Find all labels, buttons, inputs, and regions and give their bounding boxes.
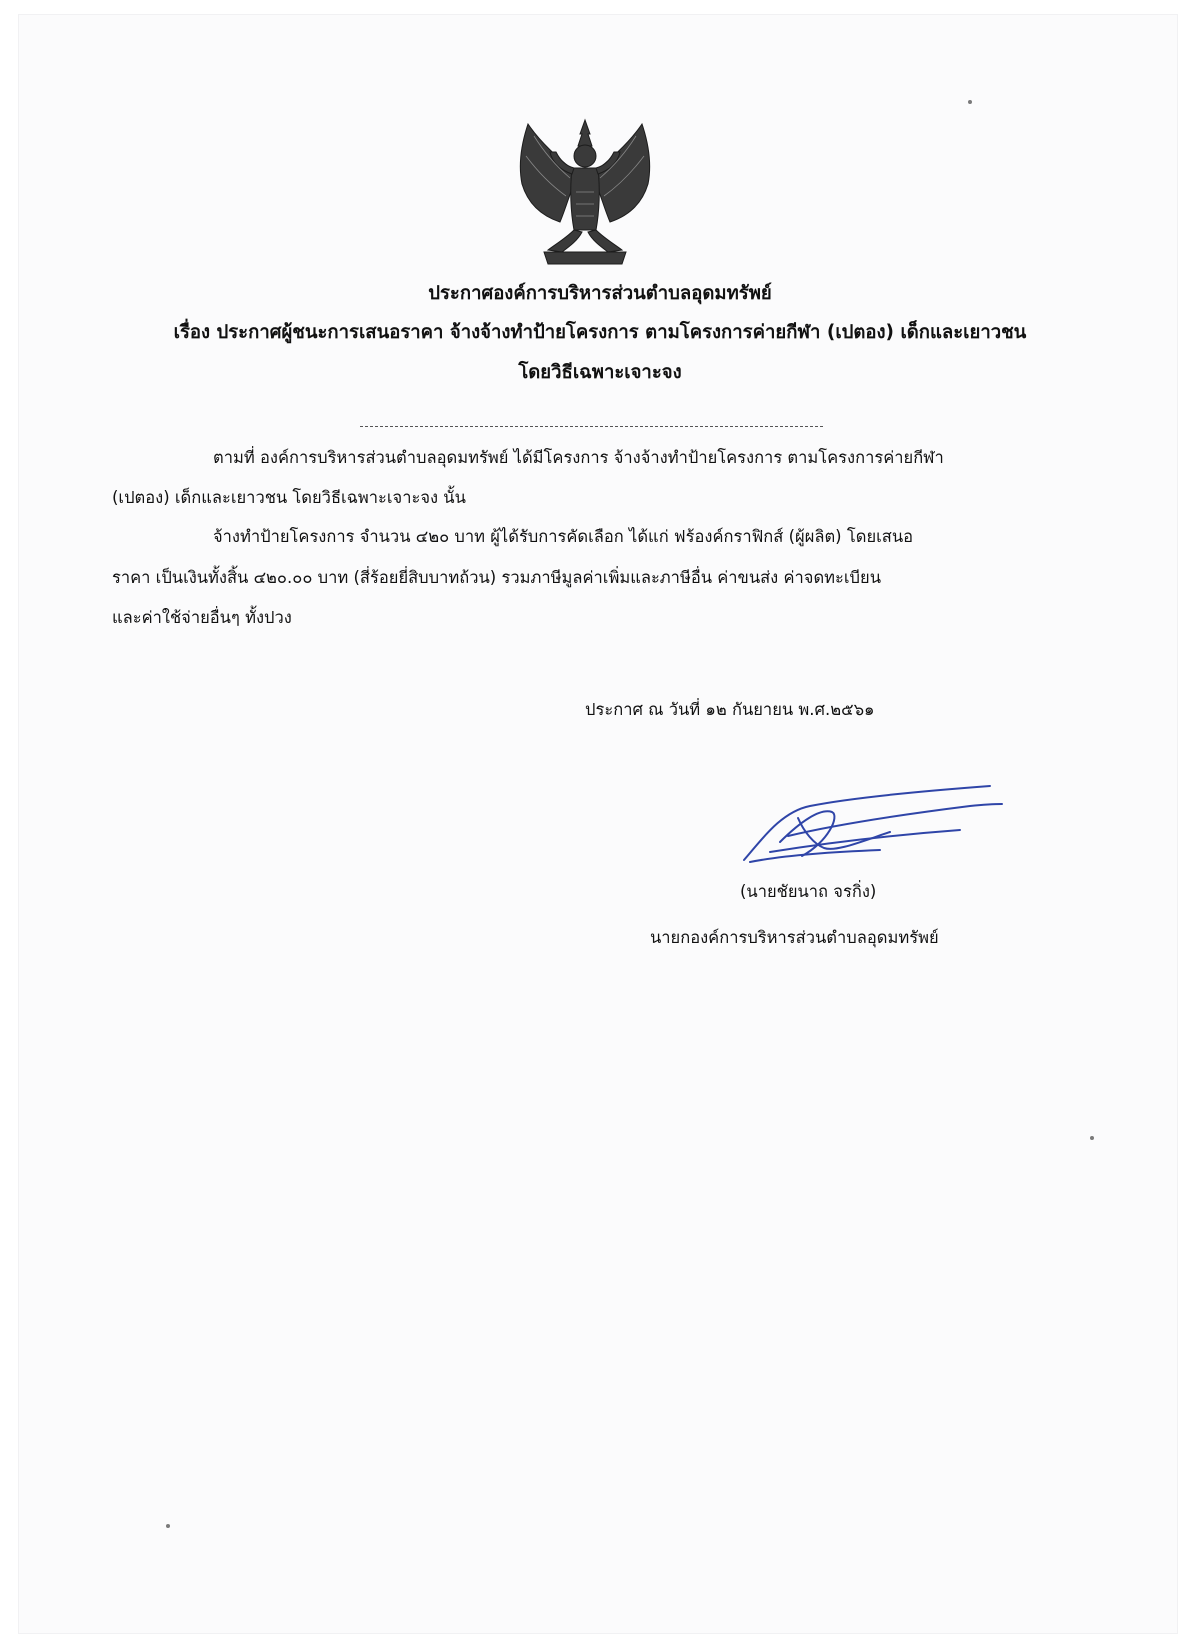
announcement-subject: เรื่อง ประกาศผู้ชนะการเสนอราคา จ้างจ้างทำป้ายโครงการ ตามโครงการค่ายกีฬา (เปตอง) เด็กและเยาวชน: [173, 322, 1027, 343]
paragraph-1-line-2: (เปตอง) เด็กและเยาวชน โดยวิธีเฉพาะเจาะจง นั้น: [112, 488, 466, 507]
signer-title: นายกองค์การบริหารส่วนตำบลอุดมทรัพย์: [650, 928, 939, 947]
header-separator: [360, 426, 823, 427]
paragraph-2-line-2: ราคา เป็นเงินทั้งสิ้น ๔๒๐.๐๐ บาท (สี่ร้อยยี่สิบบาทถ้วน) รวมภาษีมูลค่าเพิ่มและภาษีอื่น ค่าขนส่ง ค่าจดทะเบียน: [112, 568, 881, 587]
handwritten-signature: [740, 782, 1040, 892]
announcement-method: โดยวิธีเฉพาะเจาะจง: [518, 362, 682, 383]
announcement-title: ประกาศองค์การบริหารส่วนตำบลอุดมทรัพย์: [428, 283, 772, 304]
announcement-date: ประกาศ ณ วันที่ ๑๒ กันยายน พ.ศ.๒๕๖๑: [585, 700, 875, 719]
signer-name: (นายชัยนาถ จรกิ่ง): [740, 882, 877, 901]
paragraph-1-line-1: ตามที่ องค์การบริหารส่วนตำบลอุดมทรัพย์ ได้มีโครงการ จ้างจ้างทำป้ายโครงการ ตามโครงการค่ายกีฬา: [213, 448, 944, 467]
scan-speck: [968, 100, 972, 104]
garuda-emblem-icon: [510, 112, 660, 272]
scan-speck: [1090, 1136, 1094, 1140]
scan-speck: [166, 1524, 170, 1528]
paragraph-2-line-1: จ้างทำป้ายโครงการ จำนวน ๔๒๐ บาท ผู้ได้รับการคัดเลือก ได้แก่ ฟร้องค์กราฟิกส์ (ผู้ผลิต) โดยเสนอ: [213, 527, 914, 546]
paragraph-2-line-3: และค่าใช้จ่ายอื่นๆ ทั้งปวง: [112, 608, 292, 627]
